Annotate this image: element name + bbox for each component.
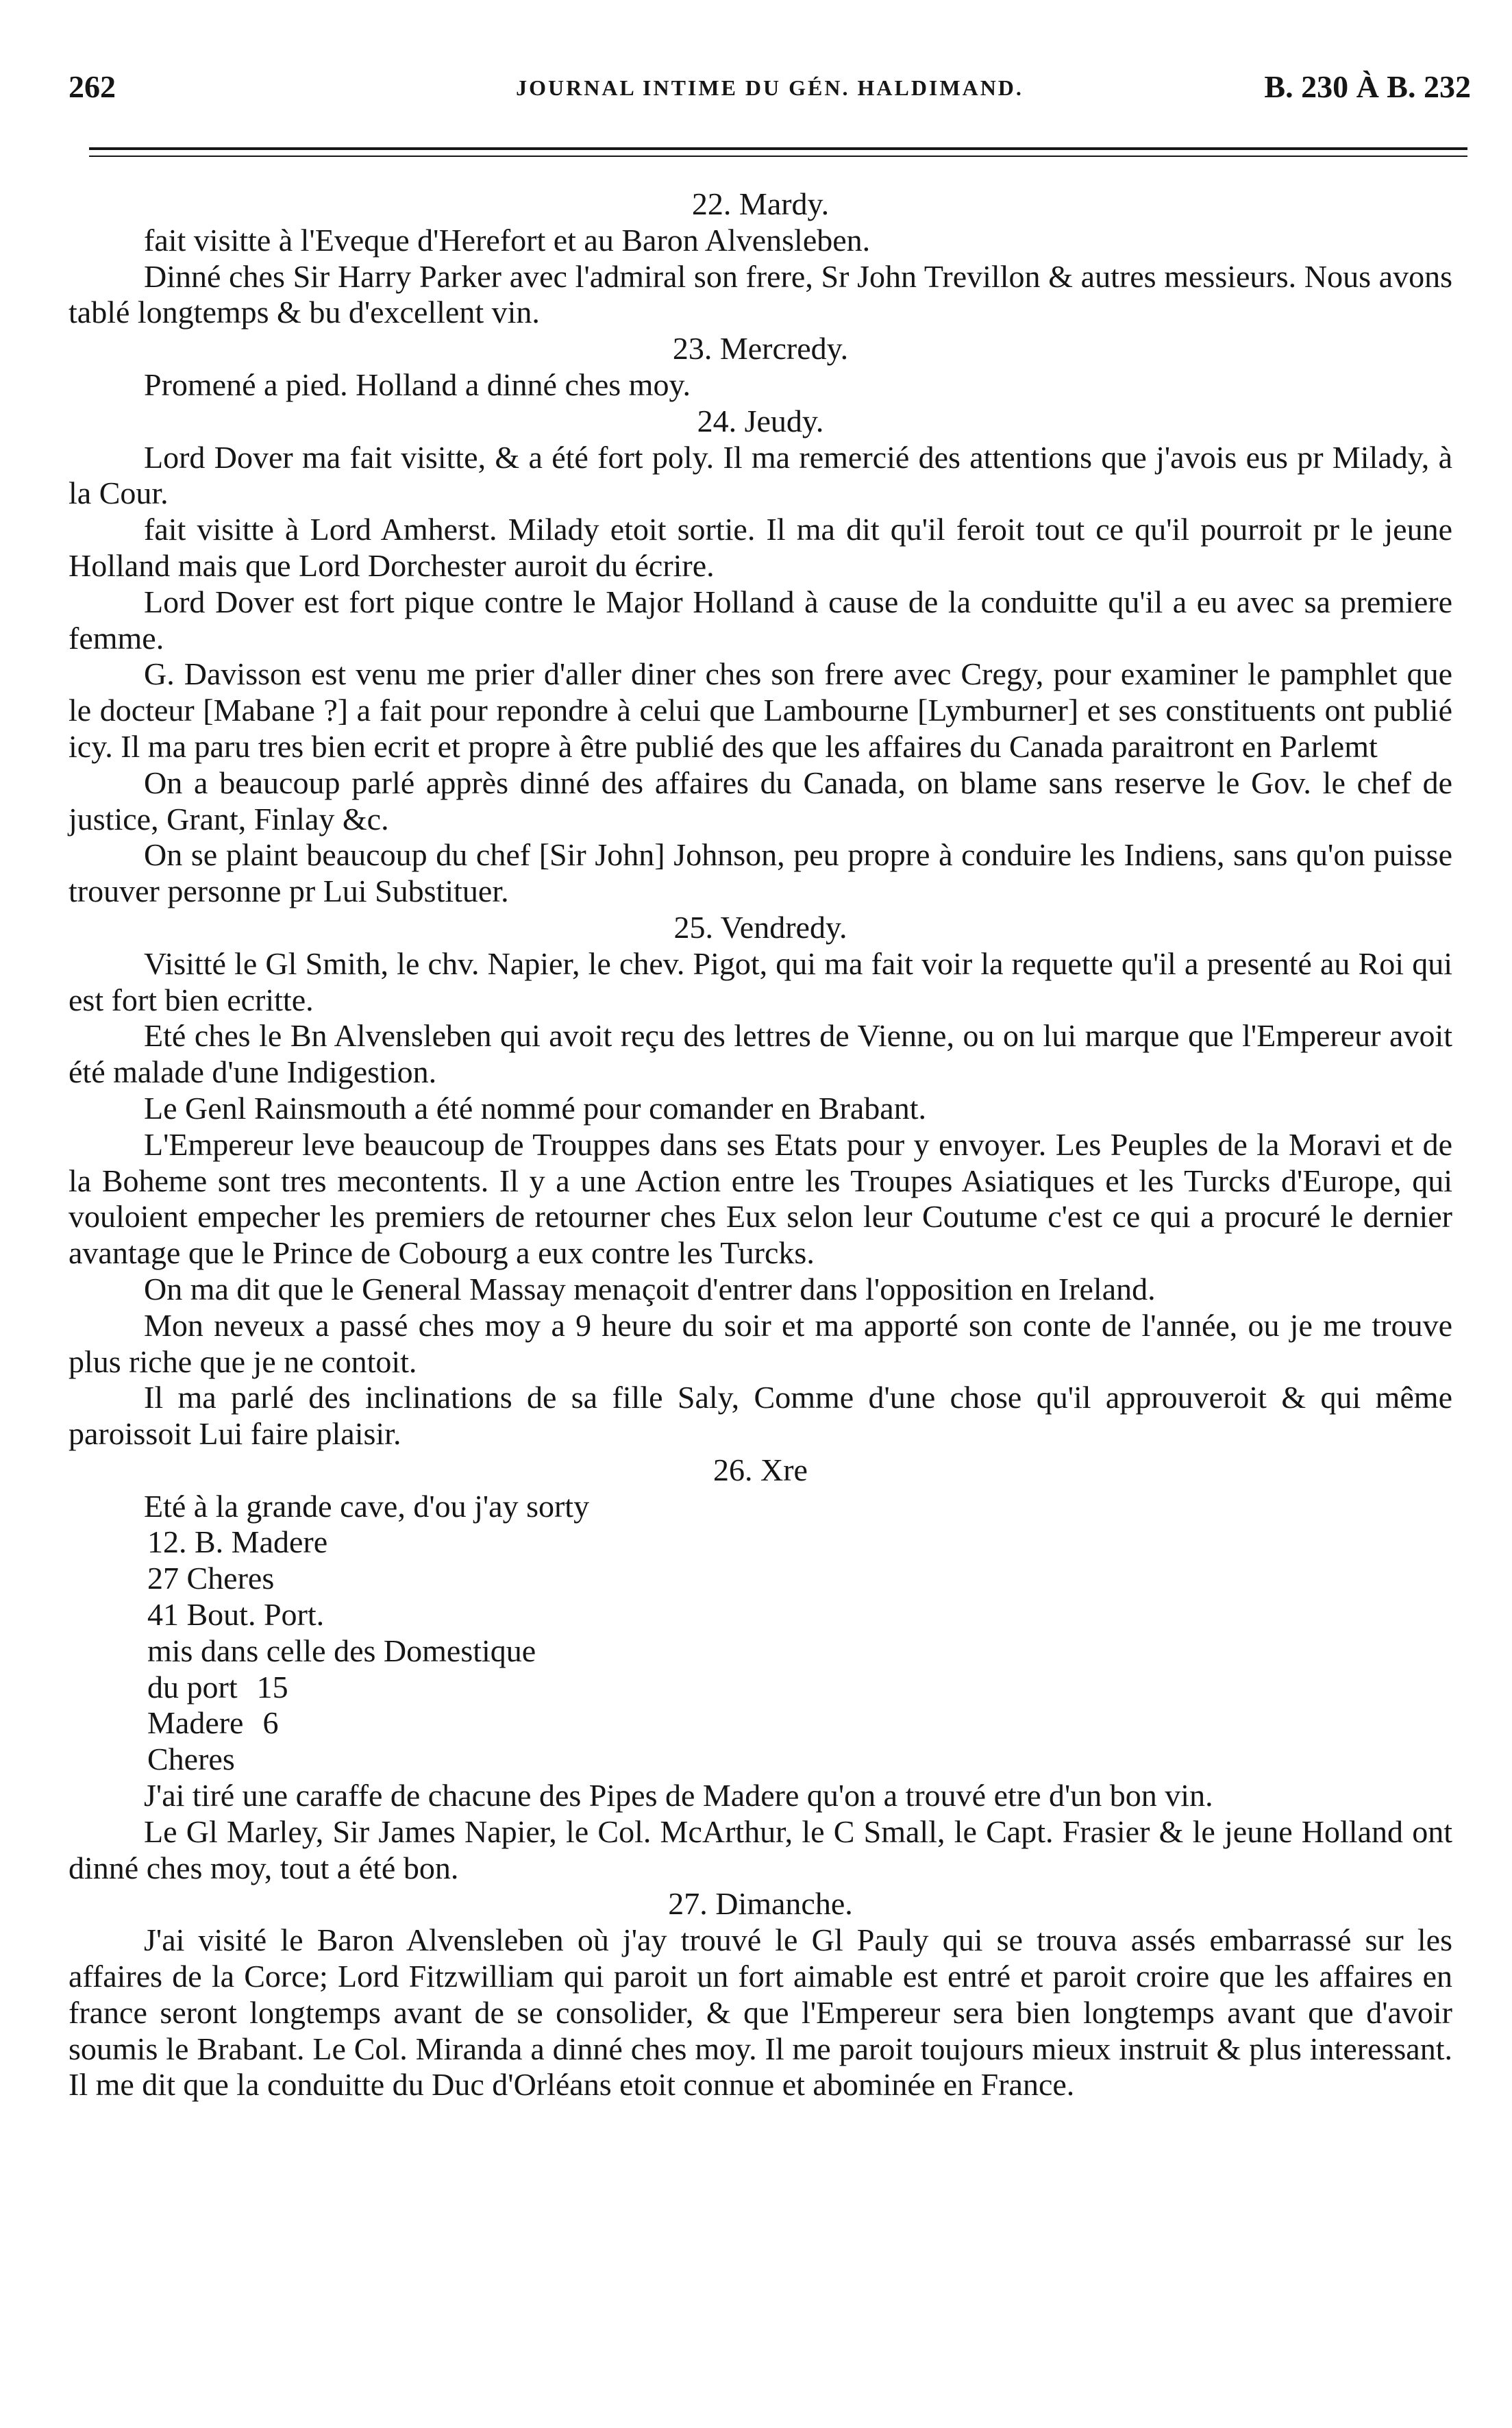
entry-paragraph: Promené a pied. Holland a dinné ches moy. xyxy=(144,367,691,402)
cellar-item xyxy=(147,1705,1452,1742)
entry-date-heading: 22. Mardy. xyxy=(691,186,830,221)
entry-paragraph: On a beaucoup parlé apprès dinné des affaires du Canada, on blame sans reserve le Gov. le chef de justice, Grant, Finlay &c. xyxy=(69,765,1452,837)
cellar-item-qty: 15 xyxy=(256,1669,288,1705)
entry-paragraph: Dinné ches Sir Harry Parker avec l'admiral son frere, Sr John Trevillon & autres messieurs. Nous avons tablé longtemps & bu d'excellent vin. xyxy=(69,258,1452,330)
page-header xyxy=(69,69,1471,110)
entry-paragraph: On se plaint beaucoup du chef [Sir John] Johnson, peu propre à conduire les Indiens, sans qu'on puisse trouver personne pr Lui Substituer. xyxy=(69,837,1452,909)
journal-body xyxy=(69,186,1452,2103)
entry-date-heading: 27. Dimanche. xyxy=(668,1886,853,1922)
cellar-item-text: mis dans celle des Domestique xyxy=(147,1633,536,1668)
header-rule-thin xyxy=(89,156,1467,157)
entry-paragraph: L'Empereur leve beaucoup de Trouppes dans ses Etats pour y envoyer. Les Peuples de la Moravi et de la Boheme sont tres mecontents. Il y a une Action entre les Troupes Asiatiques et les Turcks d'Europe, qui vouloient empecher les premiers de retourner ches Eux selon leur Coutume c'est ce qui a procuré le dernier avantage que le Prince de Cobourg a eux contre les Turcks. xyxy=(69,1126,1452,1271)
cellar-item-label: du port xyxy=(147,1669,238,1705)
cellar-item-text: 12. B. Madere xyxy=(147,1524,328,1560)
entry-date-heading: 23. Mercredy. xyxy=(672,331,849,367)
cellar-item xyxy=(147,1524,1452,1561)
entry-paragraph: Il ma parlé des inclinations de sa fille Saly, Comme d'une chose qu'il approuveroit & qui même paroissoit Lui faire plaisir. xyxy=(69,1380,1452,1452)
page-number: 262 xyxy=(69,69,116,104)
cellar-item-qty: 6 xyxy=(262,1705,279,1741)
cellar-intro: Eté à la grande cave, d'ou j'ay sorty xyxy=(144,1488,590,1524)
cellar-item xyxy=(147,1633,1452,1670)
entry-paragraph: Visitté le Gl Smith, le chv. Napier, le chev. Pigot, qui ma fait voir la requette qu'il a presenté au Roi qui est fort bien ecritte. xyxy=(69,945,1452,1017)
entry-paragraph: Le Genl Rainsmouth a été nommé pour comander en Brabant. xyxy=(144,1090,926,1126)
cellar-item xyxy=(147,1670,1452,1706)
cellar-list xyxy=(69,1489,1452,1778)
cellar-item xyxy=(147,1742,1452,1778)
entry-paragraph: Le Gl Marley, Sir James Napier, le Col. McArthur, le C Small, le Capt. Frasier & le jeune Holland ont dinné ches moy, tout a été bon. xyxy=(69,1813,1452,1885)
cellar-item xyxy=(147,1597,1452,1633)
entry-paragraph: On ma dit que le General Massay menaçoit d'entrer dans l'opposition en Ireland. xyxy=(144,1271,1156,1306)
entry-paragraph: Eté ches le Bn Alvensleben qui avoit reçu des lettres de Vienne, ou on lui marque que l'Empereur avoit été malade d'une Indigestion. xyxy=(69,1018,1452,1090)
entry-paragraph: fait visitte à l'Eveque d'Herefort et au Baron Alvensleben. xyxy=(144,222,871,258)
cellar-item-text: Cheres xyxy=(147,1742,235,1777)
entry-paragraph: J'ai visité le Baron Alvensleben où j'ay trouvé le Gl Pauly qui se trouva assés embarrassé sur les affaires de la Corce; Lord Fitzwilliam qui paroit un fort aimable est entré et paroit croire que les affaires en france seront longtemps avant de se consolider, & que l'Empereur sera bien longtemps avant que d'avoir soumis le Brabant. Le Col. Miranda a dinné ches moy. Il me paroit toujours mieux instruit & plus interessant. Il me dit que la conduitte du Duc d'Orléans etoit connue et abominée en France. xyxy=(69,1922,1452,2103)
running-title: JOURNAL INTIME DU GÉN. HALDIMAND. xyxy=(516,75,1024,100)
cellar-item-text: 27 Cheres xyxy=(147,1561,275,1596)
header-rule-thick xyxy=(89,147,1467,150)
entry-paragraph: Lord Dover est fort pique contre le Major Holland à cause de la conduitte qu'il a eu avec sa premiere femme. xyxy=(69,584,1452,656)
entry-paragraph: fait visitte à Lord Amherst. Milady etoit sortie. Il ma dit qu'il feroit tout ce qu'il pourroit pr le jeune Holland mais que Lord Dorchester auroit du écrire. xyxy=(69,512,1452,583)
entry-date-heading: 26. Xre xyxy=(713,1452,808,1487)
cellar-item-label: Madere xyxy=(147,1705,244,1741)
entry-paragraph: Mon neveux a passé ches moy a 9 heure du soir et ma apporté son conte de l'année, ou je me trouve plus riche que je ne contoit. xyxy=(69,1307,1452,1379)
entry-paragraph: G. Davisson est venu me prier d'aller diner ches son frere avec Cregy, pour examiner le pamphlet que le docteur [Mabane ?] a fait pour repondre à celui que Lambourne [Lymburner] et ses constituents ont publié icy. Il ma paru tres bien ecrit et propre à être publié des que les affaires du Canada paraitront en Parlemt xyxy=(69,656,1452,764)
journal-entries xyxy=(69,186,1452,1489)
journal-entries-continued xyxy=(69,1778,1452,2103)
entry-date-heading: 25. Vendredy. xyxy=(673,909,847,945)
reference-range: B. 230 À B. 232 xyxy=(1264,69,1471,104)
entry-date-heading: 24. Jeudy. xyxy=(697,403,824,438)
cellar-item xyxy=(147,1561,1452,1597)
entry-paragraph: J'ai tiré une caraffe de chacune des Pipes de Madere qu'on a trouvé etre d'un bon vin. xyxy=(144,1778,1213,1813)
cellar-item-text: 41 Bout. Port. xyxy=(147,1597,325,1633)
entry-paragraph: Lord Dover ma fait visitte, & a été fort poly. Il ma remercié des attentions que j'avois eus pr Milady, à la Cour. xyxy=(69,439,1452,511)
